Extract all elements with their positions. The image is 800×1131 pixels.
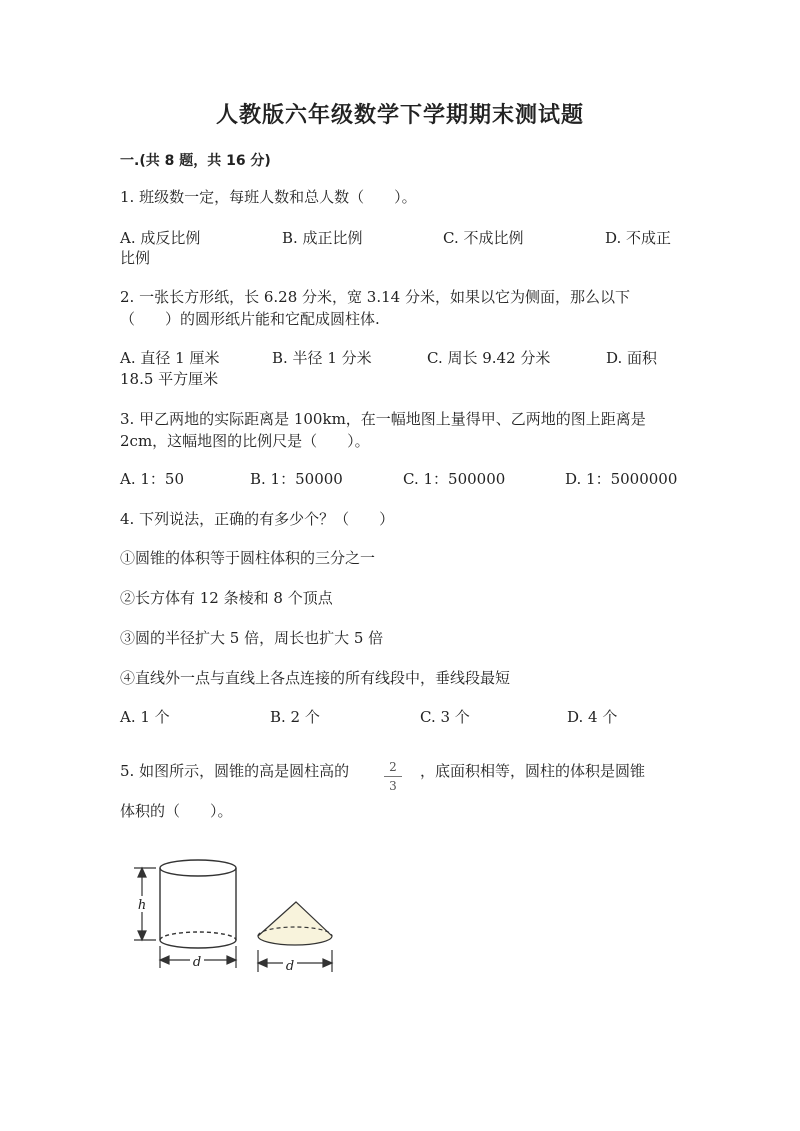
question-3-stem-line-1: 3. 甲乙两地的实际距离是 100km，在一幅地图上量得甲、乙两地的图上距离是: [120, 410, 646, 428]
question-4-option-d: D. 4 个: [567, 708, 618, 726]
question-4-statement-4: ④直线外一点与直线上各点连接的所有线段中，垂线段最短: [120, 669, 511, 687]
cylinder-top-ellipse: [160, 860, 236, 876]
question-1-option-b: B. 成正比例: [282, 229, 363, 247]
cyl-d-arrow-left: [160, 956, 169, 964]
question-2-option-d-wrap: 18.5 平方厘米: [120, 370, 219, 388]
cylinder-diameter-label: d: [192, 955, 202, 970]
question-3-option-c: C. 1：500000: [403, 470, 506, 488]
page-title: 人教版六年级数学下学期期末测试题: [215, 103, 584, 128]
fraction-numerator: 2: [389, 760, 397, 774]
question-3-option-a: A. 1：50: [120, 470, 184, 488]
question-3-stem-line-2: 2cm，这幅地图的比例尺是（ ）。: [120, 432, 370, 450]
question-1-option-d: D. 不成正: [605, 229, 672, 247]
question-4-statement-1: ①圆锥的体积等于圆柱体积的三分之一: [120, 549, 376, 567]
cylinder-bottom-back: [160, 932, 236, 940]
question-2-option-d: D. 面积: [606, 349, 658, 367]
cylinder-bottom-front: [160, 940, 236, 948]
cone-shape: [258, 902, 332, 945]
section-heading: 一.(共 8 题，共 16 分): [120, 153, 271, 169]
question-5-stem-line-2: 体积的（ ）。: [120, 802, 233, 820]
question-1-option-c: C. 不成比例: [443, 229, 524, 247]
question-4-option-c: C. 3 个: [420, 708, 470, 726]
cylinder-cone-figure: [124, 850, 344, 980]
height-arrow-down: [138, 931, 146, 940]
height-arrow-up: [138, 868, 146, 877]
question-4-stem: 4. 下列说法，正确的有多少个？（ ）: [120, 510, 395, 528]
question-2-option-b: B. 半径 1 分米: [272, 349, 372, 367]
cone-diameter-label: d: [285, 959, 295, 974]
height-label: h: [137, 898, 147, 913]
question-1-stem: 1. 班级数一定，每班人数和总人数（ ）。: [120, 188, 417, 206]
question-5-stem-after: ，底面积相等，圆柱的体积是圆锥: [420, 762, 646, 780]
question-4-option-a: A. 1 个: [120, 708, 170, 726]
question-3-option-b: B. 1：50000: [250, 470, 343, 488]
cone-d-arrow-right: [323, 959, 332, 967]
fraction-two-thirds: [384, 760, 402, 793]
question-3-option-d: D. 1：5000000: [565, 470, 678, 488]
question-2-option-a: A. 直径 1 厘米: [120, 349, 220, 367]
cyl-d-arrow-right: [227, 956, 236, 964]
fraction-bar: [384, 776, 402, 777]
question-2-stem-line-1: 2. 一张长方形纸，长 6.28 分米，宽 3.14 分米，如果以它为侧面，那么以下: [120, 288, 630, 306]
question-2-stem-line-2: （ ）的圆形纸片能和它配成圆柱体.: [120, 310, 380, 328]
cone-d-arrow-left: [258, 959, 267, 967]
question-4-option-b: B. 2 个: [270, 708, 320, 726]
question-4-statement-2: ②长方体有 12 条棱和 8 个顶点: [120, 589, 333, 607]
fraction-denominator: 3: [389, 779, 397, 793]
question-5-stem-before: 5. 如图所示，圆锥的高是圆柱高的: [120, 762, 350, 780]
question-2-option-c: C. 周长 9.42 分米: [427, 349, 551, 367]
cone-body: [258, 902, 332, 945]
question-1-option-d-wrap: 比例: [120, 249, 151, 267]
question-1-option-a: A. 成反比例: [120, 229, 201, 247]
cylinder-shape: [160, 860, 236, 948]
question-4-statement-3: ③圆的半径扩大 5 倍，周长也扩大 5 倍: [120, 629, 384, 647]
